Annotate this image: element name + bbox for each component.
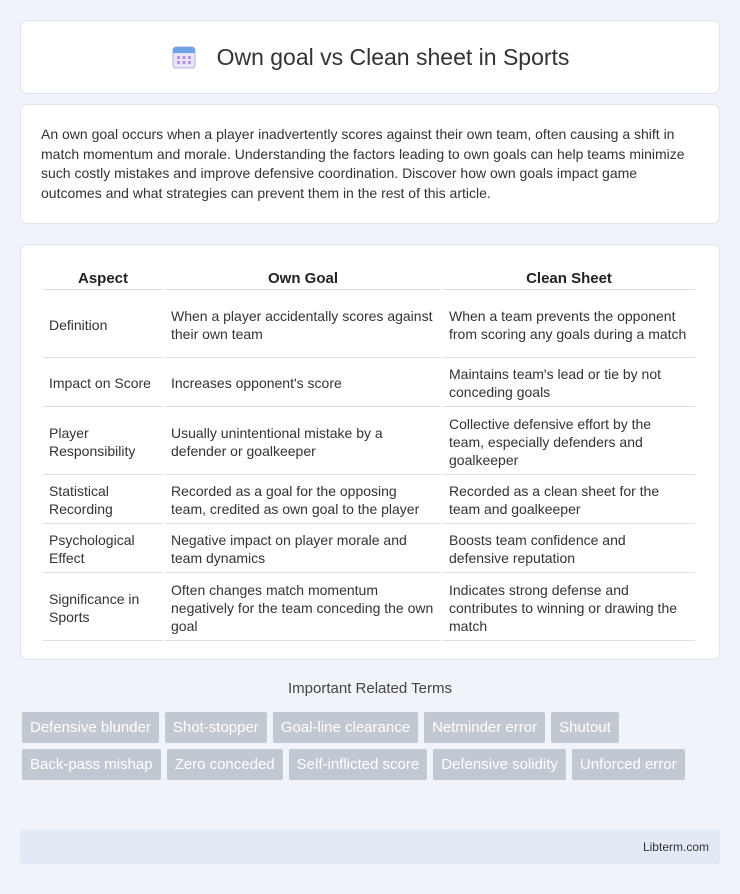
cell-own-goal: Recorded as a goal for the opposing team, credited as own goal to the player (165, 477, 441, 524)
comparison-table (41, 265, 697, 643)
related-terms-list (22, 712, 702, 786)
cell-clean-sheet: Indicates strong defense and contributes to winning or drawing the match (443, 575, 695, 641)
table-row (43, 575, 695, 641)
cell-own-goal: Increases opponent's score (165, 360, 441, 407)
intro-text: An own goal occurs when a player inadvertently scores against their own team, often causing a shift in match momentum and morale. Understanding the factors leading to own goals can help teams minimize such costly mistakes and improve defensive coordination. Discover how own goals impact game outcomes and what strategies can prevent them in the rest of this article. (41, 126, 685, 201)
related-terms-title: Important Related Terms (288, 680, 452, 697)
cell-clean-sheet: Maintains team's lead or tie by not conceding goals (443, 360, 695, 407)
cell-clean-sheet: Recorded as a clean sheet for the team and goalkeeper (443, 477, 695, 524)
cell-aspect: Statistical Recording (43, 477, 163, 524)
related-term-tag[interactable]: Defensive blunder (22, 712, 159, 743)
table-row (43, 360, 695, 407)
cell-own-goal: Usually unintentional mistake by a defender or goalkeeper (165, 409, 441, 475)
cell-aspect: Player Responsibility (43, 409, 163, 475)
table-row (43, 409, 695, 475)
column-header-aspect: Aspect (43, 267, 163, 290)
column-header-own-goal: Own Goal (165, 267, 441, 290)
table-header-row (43, 267, 695, 290)
related-term-tag[interactable]: Shutout (551, 712, 619, 743)
footer-site-link[interactable]: Libterm.com (642, 840, 709, 854)
cell-own-goal: When a player accidentally scores against their own team (165, 292, 441, 358)
related-term-tag[interactable]: Defensive solidity (433, 749, 566, 780)
cell-own-goal: Negative impact on player morale and team dynamics (165, 526, 441, 573)
related-term-tag[interactable]: Shot-stopper (165, 712, 267, 743)
cell-aspect: Impact on Score (43, 360, 163, 407)
comparison-card (20, 244, 720, 660)
cell-aspect: Significance in Sports (43, 575, 163, 641)
related-term-tag[interactable]: Zero conceded (167, 749, 283, 780)
column-header-clean-sheet: Clean Sheet (443, 267, 695, 290)
related-term-tag[interactable]: Back-pass mishap (22, 749, 161, 780)
intro-card (20, 104, 720, 224)
related-term-tag[interactable]: Self-inflicted score (289, 749, 428, 780)
related-term-tag[interactable]: Goal-line clearance (273, 712, 418, 743)
calendar-icon (171, 44, 197, 70)
cell-own-goal: Often changes match momentum negatively for the team conceding the own goal (165, 575, 441, 641)
header-card (20, 20, 720, 94)
cell-clean-sheet: Collective defensive effort by the team, especially defenders and goalkeeper (443, 409, 695, 475)
table-row (43, 477, 695, 524)
table-row (43, 292, 695, 358)
related-term-tag[interactable]: Netminder error (424, 712, 545, 743)
footer (20, 830, 720, 864)
cell-clean-sheet: Boosts team confidence and defensive reputation (443, 526, 695, 573)
page-title: Own goal vs Clean sheet in Sports (216, 43, 570, 70)
cell-aspect: Psychological Effect (43, 526, 163, 573)
related-term-tag[interactable]: Unforced error (572, 749, 685, 780)
cell-clean-sheet: When a team prevents the opponent from scoring any goals during a match (443, 292, 695, 358)
cell-aspect: Definition (43, 292, 163, 358)
table-row (43, 526, 695, 573)
